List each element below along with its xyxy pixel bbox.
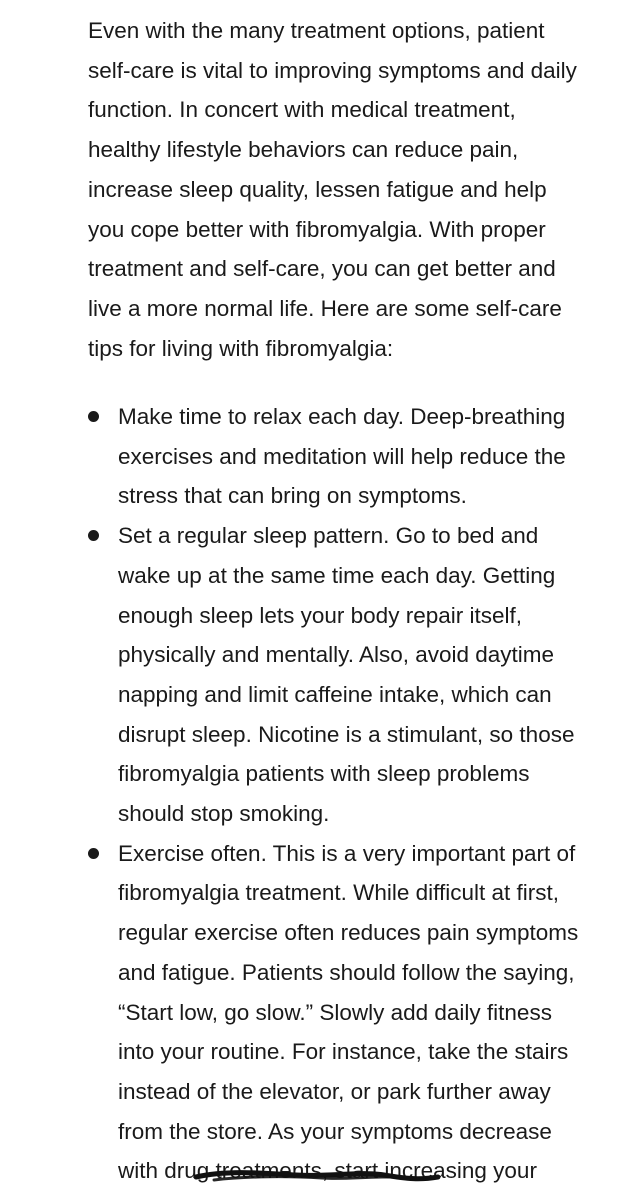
intro-line: you cope better with fibromyalgia. With proper <box>88 216 546 242</box>
tip-line: disrupt sleep. Nicotine is a stimulant, so those <box>118 721 575 747</box>
tip-line: from the store. As your symptoms decrease <box>118 1118 552 1144</box>
intro-line: treatment and self-care, you can get better and <box>88 256 556 282</box>
tip-line: exercises and meditation will help reduce the <box>118 443 566 469</box>
tip-line: “Start low, go slow.” Slowly add daily fitness <box>118 999 552 1025</box>
intro-line: healthy lifestyle behaviors can reduce pain, <box>88 137 519 163</box>
tip-line: regular exercise often reduces pain symptoms <box>118 920 579 946</box>
bullet-icon <box>88 411 99 422</box>
intro-line: function. In concert with medical treatment, <box>88 97 516 123</box>
tip-exercise <box>0 834 639 1191</box>
tip-line: wake up at the same time each day. Getting <box>118 562 556 588</box>
tip-line: fibromyalgia patients with sleep problems <box>118 761 530 787</box>
tip-line: fibromyalgia treatment. While difficult at first, <box>118 880 559 906</box>
tip-line: with drug treatments, start increasing your <box>118 1158 537 1184</box>
tip-line: enough sleep lets your body repair itself, <box>118 602 522 628</box>
tip-relax <box>0 397 639 516</box>
tip-line: physically and mentally. Also, avoid daytime <box>118 642 555 668</box>
tip-line: and fatigue. Patients should follow the saying, <box>118 959 575 985</box>
tip-sleep-pattern <box>0 516 639 834</box>
tip-line: Set a regular sleep pattern. Go to bed and <box>118 523 539 549</box>
intro-line: increase sleep quality, lessen fatigue and help <box>88 176 547 202</box>
bullet-icon <box>88 530 99 541</box>
tip-line: instead of the elevator, or park further away <box>118 1078 551 1104</box>
ink-scribble-mark <box>192 1160 442 1190</box>
tip-line: into your routine. For instance, take the stairs <box>118 1039 569 1065</box>
intro-line: tips for living with fibromyalgia: <box>88 335 394 361</box>
self-care-tips-list <box>0 397 639 1191</box>
tip-line: stress that can bring on symptoms. <box>118 483 467 509</box>
intro-line: self-care is vital to improving symptoms and daily <box>88 57 577 83</box>
bullet-icon <box>88 848 99 859</box>
tip-line: Exercise often. This is a very important part of <box>118 840 576 866</box>
tip-line: should stop smoking. <box>118 801 330 827</box>
tip-line: Make time to relax each day. Deep-breathing <box>118 404 566 429</box>
intro-line: live a more normal life. Here are some self-care <box>88 295 562 321</box>
tip-line: napping and limit caffeine intake, which can <box>118 681 552 707</box>
intro-line: Even with the many treatment options, patient <box>88 18 545 43</box>
intro-paragraph <box>88 11 623 368</box>
